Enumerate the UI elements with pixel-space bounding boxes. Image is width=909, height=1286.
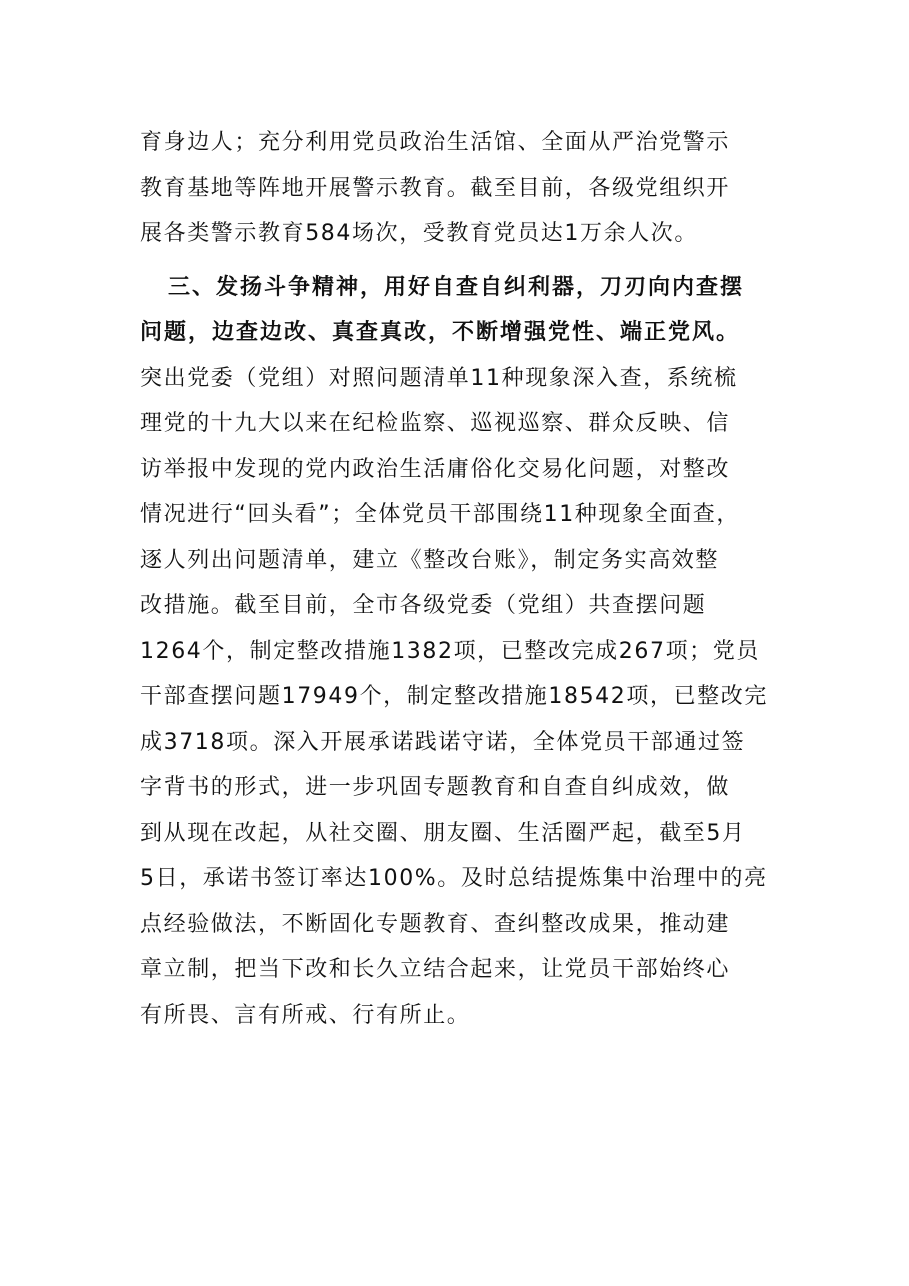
text-line: 字背书的形式，进一步巩固专题教育和自查自纠成效，做 [140,775,731,800]
text-line: 情况进行“回头看”；全体党员干部围绕11种现象全面查， [140,502,740,527]
text-line: 展各类警示教育584场次，受教育党员达1万余人次。 [140,221,698,246]
text-line: 干部查摆问题17949个，制定整改措施18542项，已整改完 [140,684,768,709]
text-line: 1264个，制定整改措施1382项，已整改完成267项；党员 [140,638,760,664]
text-line: 育身边人；充分利用党员政治生活馆、全面从严治党警示 [140,130,731,155]
section-heading-three [140,265,780,356]
text-line: 教育基地等阵地开展警示教育。截至目前，各级党组织开 [140,175,731,201]
text-line: 成3718项。深入开展承诺践诺守诺，全体党员干部通过签 [140,729,746,755]
text-line: 突出党委（党组）对照问题清单11种现象深入查，系统梳 [140,365,738,391]
text-line: 改措施。截至目前，全市各级党委（党组）共查摆问题 [140,593,707,618]
heading-line: 三、发扬斗争精神，用好自查自纠利器，刀刃向内查摆 [168,274,745,300]
paragraph-self-inspection [140,356,780,1039]
text-line: 点经验做法，不断固化专题教育、查纠整改成果，推动建 [140,911,731,937]
text-line: 逐人列出问题清单，建立《整改台账》，制定务实高效整 [140,547,720,573]
heading-line: 问题，边查边改、真查真改，不断增强党性、端正党风。 [140,320,741,345]
text-line: 章立制，把当下改和长久立结合起来，让党员干部始终心 [140,957,731,982]
text-line: 到从现在改起，从社交圈、朋友圈、生活圈严起，截至5月 [140,820,746,846]
document-body [140,120,780,1038]
text-line: 5日，承诺书签订率达100%。及时总结提炼集中治理中的亮 [140,866,768,891]
text-line: 访举报中发现的党内政治生活庸俗化交易化问题，对整改 [140,456,731,482]
paragraph-warning-education [140,120,780,257]
text-line: 有所畏、言有所戒、行有所止。 [140,1002,471,1028]
text-line: 理党的十九大以来在纪检监察、巡视巡察、群众反映、信 [140,411,731,436]
